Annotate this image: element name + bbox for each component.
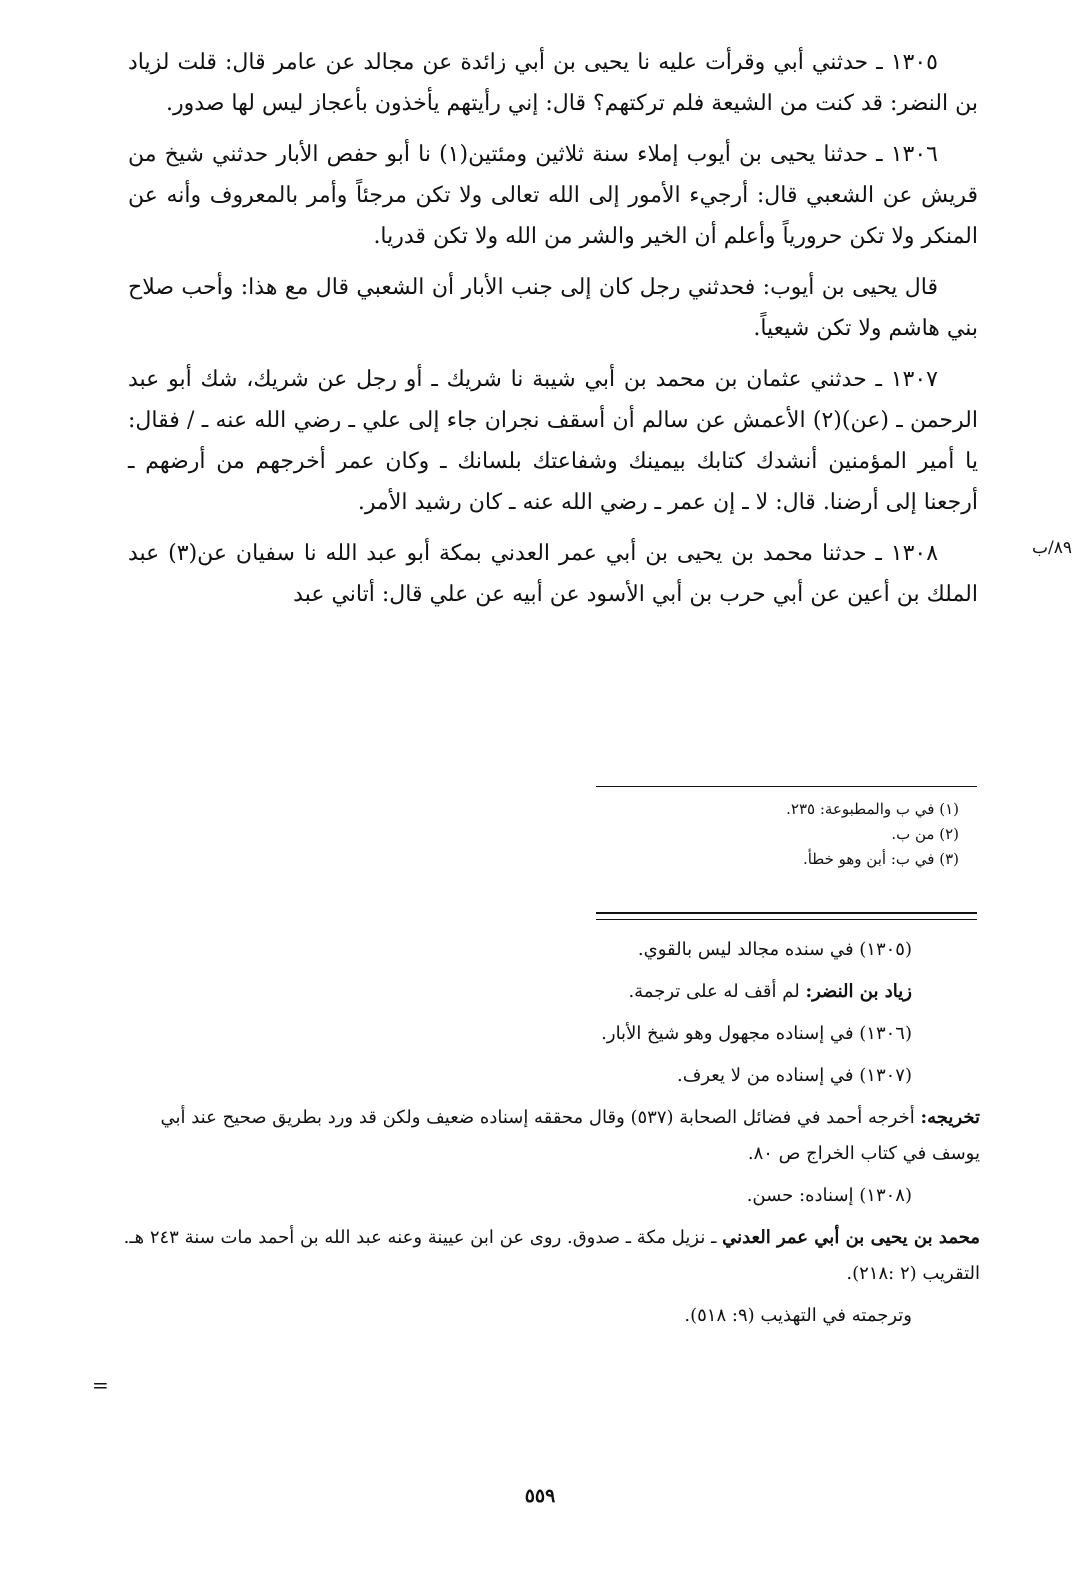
side-mark: = xyxy=(92,1373,109,1397)
muhammad-label: محمد بن يحيى بن أبي عمر العدني xyxy=(722,1227,980,1248)
ziyad-label: زياد بن النضر: xyxy=(805,981,912,1002)
yahya-note: قال يحيى بن أيوب: فحدثني رجل كان إلى جنب الأبار أن الشعبي قال مع هذا: وأحب صلاح بني هاشم ولا تكن شيعياً. xyxy=(128,275,978,341)
folio-margin-note: ٨٩/ب xyxy=(1032,538,1072,558)
comment-1308: (١٣٠٨) إسناده: حسن. xyxy=(746,1185,912,1206)
main-text xyxy=(128,42,978,625)
comment-muhammad xyxy=(110,1220,980,1292)
takhrij-label: تخريجه: xyxy=(920,1107,980,1128)
comment-takhrij xyxy=(110,1100,980,1172)
comment-tarjama: وترجمته في التهذيب (٩: ٥١٨). xyxy=(684,1305,912,1326)
page-number: ٥٥٩ xyxy=(524,1485,556,1507)
hadith-1308: ١٣٠٨ ـ حدثنا محمد بن يحيى بن أبي عمر العدني بمكة أبو عبد الله نا سفيان عن(٣) عبد الملك بن أعين عن أبي حرب بن أبي الأسود عن أبيه عن علي قال: أتاني عبد xyxy=(128,541,978,607)
footnote-2: (٢) من ب. xyxy=(891,825,959,843)
commentary-divider-bottom xyxy=(596,919,977,920)
footnote-1: (١) في ب والمطبوعة: ٢٣٥. xyxy=(786,800,959,818)
comment-ziyad xyxy=(110,974,980,1010)
commentary-divider-top xyxy=(596,912,977,914)
commentary xyxy=(110,932,980,1340)
muhammad-text: ـ نزيل مكة ـ صدوق. روى عن ابن عيينة وعنه عبد الله بن أحمد مات سنة ٢٤٣ هـ. التقريب (٢ :٢١٨). xyxy=(123,1227,980,1284)
footnote-3: (٣) في ب: أبن وهو خطأ. xyxy=(802,850,959,868)
comment-1307: (١٣٠٧) في إسناده من لا يعرف. xyxy=(676,1065,912,1086)
hadith-1305: ١٣٠٥ ـ حدثني أبي وقرأت عليه نا يحيى بن أبي زائدة عن مجالد عن عامر قال: قلت لزياد بن النضر: قد كنت من الشيعة فلم تركتهم؟ قال: إني رأيتهم يأخذون بأعجاز ليس لها صدور. xyxy=(128,50,978,116)
comment-1306: (١٣٠٦) في إسناده مجهول وهو شيخ الأبار. xyxy=(601,1023,912,1044)
footnote-divider xyxy=(596,786,977,787)
ziyad-text: لم أقف له على ترجمة. xyxy=(628,981,806,1002)
comment-1305: (١٣٠٥) في سنده مجالد ليس بالقوي. xyxy=(637,939,912,960)
takhrij-text: أخرجه أحمد في فضائل الصحابة (٥٣٧) وقال محققه إسناده ضعيف ولكن قد ورد بطريق صحيح عند أبي يوسف في كتاب الخراج ص ٨٠. xyxy=(160,1107,980,1164)
hadith-1307: ١٣٠٧ ـ حدثني عثمان بن محمد بن أبي شيبة نا شريك ـ أو رجل عن شريك، شك أبو عبد الرحمن ـ (عن)(٢) الأعمش عن سالم أن أسقف نجران جاء إلى علي ـ رضي الله عنه ـ / فقال: يا أمير المؤمنين أنشدك كتابك بيمينك وشفاعتك بلسانك ـ وكان عمر أخرجهم من أرضهم ـ أرجعنا إلى أرضنا. قال: لا ـ إن عمر ـ رضي الله عنه ـ كان رشيد الأمر. xyxy=(128,367,978,515)
hadith-1306: ١٣٠٦ ـ حدثنا يحيى بن أيوب إملاء سنة ثلاثين ومئتين(١) نا أبو حفص الأبار حدثني شيخ من قريش عن الشعبي قال: أرجيء الأمور إلى الله تعالى ولا تكن مرجئاً وأمر بالمعروف وأنه عن المنكر ولا تكن حرورياً وأعلم أن الخير والشر من الله ولا تكن قدريا. xyxy=(128,142,978,249)
footnotes xyxy=(596,797,977,872)
